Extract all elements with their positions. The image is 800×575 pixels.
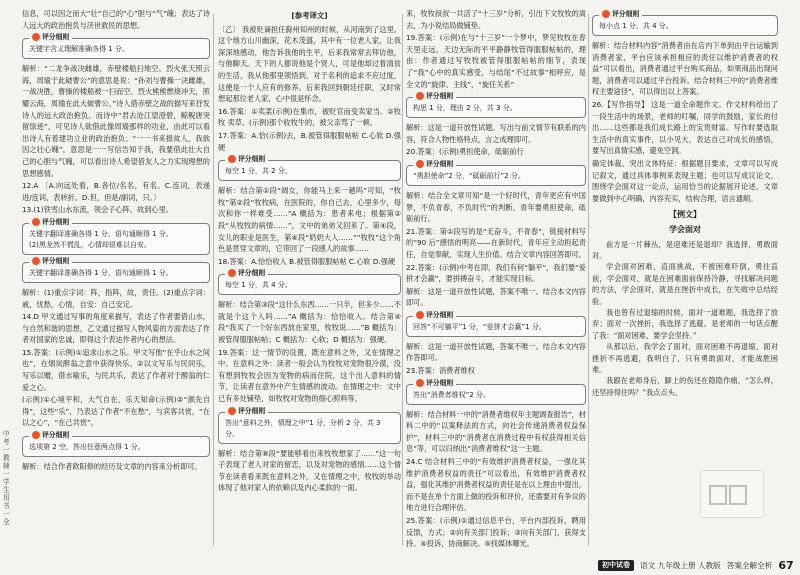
answer-paragraph: 确定体裁、突出文体特征：根据题目要求，文章可以写成记叙文，通过具体事例来表现主题；也可以写成议论文，围绕学会面对这一论点，运用恰当的论据展开论述，文章要做到中心明确，内容充实，结构合理，语言通顺。 [592, 158, 778, 203]
rubric-tag: 评分细则 [29, 32, 72, 42]
example-essay-header: 【例文】 [669, 210, 701, 220]
answer-paragraph: 信息，可以因之而大“壮”自己的“心”胆与“气”魄；表达了诗人远大的政治抱负与济世救民的思想。 [22, 9, 210, 30]
rubric-tag: 评分细则 [225, 406, 268, 416]
answer-paragraph: 15.答案：(示例)①追求山水之乐。甲文写他“在乎山水之间也”，在烟岚醉翁之意中获得快乐。②以文写乐与民同乐，写乐以赠，借水喻乐，与民共乐，表达了作者对于醉翁的仁爱之心。 [22, 347, 210, 392]
rubric-box [22, 431, 210, 457]
rubric-icon [32, 257, 40, 265]
answer-paragraph: 17.答案：A.恰(示例)去，B.被管得服服帖帖 C.心软 D.强硬 [218, 130, 401, 152]
rubric-icon [32, 218, 40, 226]
rubric-icon [228, 269, 236, 277]
rubric-icon [416, 379, 424, 387]
essay-title: 学会面对 [669, 224, 701, 234]
rubric-icon [32, 431, 40, 439]
answer-paragraph: 12.A 〔A.向远处看，B.各位/名名，有名。C.连词，表递进/连词，表转折。D.但，但是/副词，只。〕 [22, 181, 210, 202]
watermark-logo [700, 470, 764, 518]
rubric-line: 关键字翻译准确各得 1 分，语句通顺得 1 分。 [29, 268, 173, 277]
column-2 [218, 8, 401, 560]
rubric-icon [416, 311, 424, 319]
rubric-line: “勇担使命”2 分，“砥砺前行”2 分。 [413, 171, 525, 180]
answer-paragraph: 26.【写作指导】 这是一道全命题作文。作文材料给出了一段生活中的场景，老师的叮嘱，同学的鼓励，家长的付出……这些都是我们成长路上的宝贵财富。写作时要选取生活中的真实事件，以小见大，表达自己对成长的感悟，要写出真情实感，避免空洞。 [592, 99, 778, 156]
rubric-icon [416, 160, 424, 168]
answer-paragraph: 18.答案：A.恰恰收入 B.被管得服服帖帖 C.心软 D.强硬 [218, 256, 396, 266]
answer-paragraph: 解析：这是一道开放性试题，答案不唯一。结合本文内容即可。 [406, 286, 586, 308]
answer-paragraph: 解析：(1)重点字词：阵，指阵，故，责任。(2)重点字词：戚，忧愁，心情，自安：自己安定。 [22, 287, 210, 309]
essay-paragraph: 学会面对困难，直面挑战，不被困难吓倒，勇往直前，学会面对，就是在困难面前保持冷静，寻找解决问题的方法，学会面对，就是在挫折中成长，在失败中总结经验。 [592, 262, 778, 306]
col1-paras [22, 8, 210, 31]
answer-paragraph: 解析：结合第③段“这什么东西……一只半，但多少……不就是个这个人吗……”A 概括为：恰恰收入。结合第④段“我买了一个好东西放在家里，牧牧说……”B 概括为：被管得服服帖帖；C 概括为：心软；D 概括为：强硬。 [218, 300, 401, 345]
rubric-tag: 评分细则 [413, 91, 456, 101]
answer-paragraph: 25.答案：(示例)①通过信息平台，平台内部投诉，聘用反馈，方式；②向有关部门投诉；③向有关部门，获得支持。④投诉，协商解决。⑤找媒体曝光。 [406, 516, 586, 549]
essay-paragraph: 我跟在老师身后，脚上的伤还在隐隐作痛，“怎么样，还坚持得住吗？”我点点头。 [592, 376, 778, 397]
answer-paragraph: 23.答案：消费者维权 [406, 366, 475, 376]
rubric-line: 回答“不可躺平”1 分，“爱拼才会赢”1 分。 [413, 322, 546, 331]
rubric-box [406, 310, 586, 337]
rubric-line: 每空 1 分，共 2 分。 [225, 167, 292, 176]
answer-paragraph: 解析：这是一道开放性试题。写出与前文情节有联系的内容，符合人物性格特点，言之成理即可。 [406, 123, 586, 144]
footer-answer-label: 答案全解全析 [726, 560, 773, 570]
rubric-tag: 评分细则 [413, 159, 456, 169]
rubric-line: 答出“消费者维权”2 分。 [413, 390, 490, 399]
answer-paragraph: 解析：结合作者欧阳修的经历及文章的内容来分析即可。 [22, 462, 202, 472]
rubric-box [406, 378, 586, 405]
rubric-box [406, 159, 586, 186]
side-note: 中考 一 教辅 一 学生用书 一 全 [3, 430, 10, 526]
rubric-line: (2)黑龙然不慌乱，心情却很难以自安。 [29, 240, 151, 249]
rubric-tag: 评分细则 [29, 256, 72, 266]
rubric-tag: 评分细则 [413, 310, 456, 320]
answer-paragraph: 24.C 结合材料三中的“有效维护消费者权益，一强化其维护消费者权益的责任”可以看出，有效维护消费者权益，强化其维护消费者权益的责任是在以上理由中提出，而不是在单个方面上做的投诉和评价，还需要对有争议的地方进行合理评估。 [406, 457, 586, 513]
rubric-tag: 评分细则 [225, 268, 268, 278]
answer-paragraph: 解析：“二龙争战决雌雄，赤壁楼船扫地空。烈火张天照云海，周瑜于此破曹公”的意思是说：“孙刘与曹操一决雌雄，一战决胜，曹操的楼船被一扫而空。烈火熊熊燃烧冲天，照耀云海，周瑜在此大破曹公。”诗人借赤壁之战的描写来抒发诗人的远大政治抱负。而诗中“君去沧江望澄碧，鲸鲵唐突留馀迹”，可见诗人欲借此像周瑜那样的功业，由此可以看出诗人有着建功立业的政治抱负；“一一书来报故人，我欲因之壮心魄”，意思是一一写信告知于我，我要借此壮大自己的心胆与气魄，可以看出诗人希望借友人之力实现理想的思想感情。 [22, 64, 210, 178]
rubric-line: 每空 1 分，共 4 分。 [225, 281, 292, 290]
page-footer [598, 559, 794, 571]
rubric-icon [32, 33, 40, 41]
rubric-icon [602, 10, 610, 18]
answer-paragraph: 解析：结合全文章可知“是一个好时代，青年更应有中国梦，不负青春，不负时代”的判断，青年要勇担使命，砥砺前行。 [406, 190, 586, 224]
rubric-tag: 评分细则 [599, 9, 642, 19]
rubric-line: 答出“意料之外，情理之中”1 分，分析 2 分，共 3 分。 [225, 418, 381, 438]
answer-paragraph: 解析：结合第⑧段“要能够看出来牧牧想家了……”这一句子表现了老人对家的留恋，以及对宠物的感情……这个情节在读者看来既在意料之外，又在情理之中，牧牧的举动体现了他对家人的依赖以及内心柔软的一面。 [218, 448, 401, 493]
rubric-line: 关键字含义理解准确各得 1 分。 [29, 45, 129, 54]
rubric-icon [228, 155, 236, 163]
essay-paragraph: 我也曾有过退缩的时候，面对一道难题，我选择了放弃；面对一次挫折，我选择了逃避。是老师的一句话点醒了我：“面对困难，要学会坚持。” [592, 307, 778, 340]
rubric-box [22, 217, 210, 255]
page-number: 67 [778, 558, 794, 572]
rubric-icon [416, 92, 424, 100]
answer-paragraph: 16.答案：①卖菜(示例)在集市，被贬官而变卖家当。②牧牧 卖草。(示例)那个收牧牛的，被父亲骂了一顿。 [218, 106, 401, 128]
rubric-line: 关键字翻译准确各得 1 分，语句通顺得 1 分。 [29, 229, 173, 238]
rubric-box [218, 269, 401, 295]
answer-paragraph: 解析：结合材料一中的“消费者维权年主题调查报告”，材料二中的“以案释法的方式，向社会传递消费者权益保护”，材料三中的“消费者在消费过程中有权获得相关信息”等，可以归纳出“消费者维权”这一主题。 [406, 409, 586, 454]
column-divider [588, 14, 589, 546]
rubric-tag: 评分细则 [413, 378, 456, 388]
essay-paragraph: 前方是一片棘丛，是迎难还是退却？我选择，勇敢面对。 [592, 239, 778, 260]
column-3 [406, 8, 586, 560]
rubric-box [592, 10, 778, 36]
answer-paragraph: 14.D 甲文通过写事的角度来描写，表达了作者要借山水，与自然和谐的思想，乙文通过描写人物风姿的方面表达了作者对国家的忠诚，即得这个表达作者内心的想法。 [22, 312, 210, 345]
rubric-box [22, 33, 210, 59]
rubric-tag: 评分细则 [29, 217, 72, 227]
answer-paragraph: 解析：这是一道开放性试题，答案不唯一。结合本文内容作答即可。 [406, 341, 586, 363]
column-divider [213, 14, 214, 546]
answer-paragraph: 19.答案：(示例)在与“十三岁”一个梦中，梦见牧牧在春天里走远，天边无际的平平静静牧管得服服帖帖的，理由：作者通过写牧牧被管得服服帖帖的细节，表现了“我”心中的真实感受，与结尾“不过故事”相呼应，是全文的“旋律、主线”，“旋任关系” [406, 33, 586, 89]
rubric-line: 每小点 1 分，共 4 分。 [599, 22, 673, 30]
answer-paragraph: 13.(1)铁雪山水东流，领会子心阵，故到心里。 [22, 205, 173, 215]
rubric-box [22, 256, 210, 283]
answer-paragraph: 〔乙〕 我被贬谪担任滁州知州的时候，从河南到了这里。这个地方山川幽深，花木茂盛，其中有一位老人家，让我深深地感动，他告诉我他的生平，后来我常常去拜访他，与他聊天。天下的人都说他是个贤人，可是他却过着清贫的生活，我从他那里领悟到，对于名利的追求不应过度，这便是一个人应有的修养。后来我回到朝廷任职，又时常想起那位老人家，心中很是怀念。 [218, 24, 401, 104]
answer-paragraph: 解析：结合第①段“阔女，你能马上来一趟吗”可知，“牧牧”第②段“牧牧病，在医院的，你自己去，心里多少，每次和你一样难受……”A 概括为：患者来电；根据第②段“从牧牧的病情……”，文中的弟弟又回来了。第④段，女儿的职业是医生，第④段“奶奶大人……”“牧牧”这个角色是贯穿文章的，它带回了一段感人的故事…… [218, 186, 401, 254]
footer-subject: 语文 九年级上册 人教版 [640, 560, 721, 570]
answer-paragraph: 来，牧牧叔叔一共活了“十三岁”分析，引出下文牧牧的离去，为小说结局做铺垫。 [406, 9, 586, 30]
rubric-box [406, 92, 586, 118]
essay-paragraph: 从那以后，我学会了面对，面对困难不再退缩，面对挫折不再逃避，我明白了，只有勇敢面对，才能战胜困难。 [592, 342, 778, 374]
answer-paragraph: 解析：结合材料内容“消费者由在店内下单到由平台运输到消费者家，平台应该承担相应的责任以维护消费者的权益”可以看出，消费者通过平台购买商品，如果商品出现问题，消费者可以通过平台投诉。结合材料三中的“消费者维权主要途径”，可以得出以上答案。 [592, 41, 778, 97]
answer-paragraph: (示例)①心境平和，大气自在，乐天知命(示例)②“颜先自得”，这些“乐”，乃表达了作者“不在愁”，与宾客共赏，“在以之心”，“在己共赏”。 [22, 395, 210, 428]
answer-paragraph: 22.答案：(示例)中考在即，我们有何“躺平”，我们要“爱拼才会赢”，要拼搏奋斗，才能实现目标。 [406, 262, 586, 284]
answer-paragraph: 21.答案：第①段写的是“无奋斗，不青春”，链接材料写的“90 后”感悟的明亮——在新时代，青年应主动担起责任，自觉奉献，实现人生价值。结合文章内容回答即可。 [406, 226, 586, 259]
footer-logo: 初中试卷 [598, 560, 634, 571]
rubric-line: 构思 1 分，理由 2 分，共 3 分。 [413, 104, 517, 113]
rubric-tag: 评分细则 [225, 154, 268, 164]
reference-translation-title: [参考译文] [291, 11, 328, 20]
answer-paragraph: 19.答案：这一情节的设置，既在意料之外，又在情理之中。在意料之外：读者一般会认为牧牧对宠物很冷漠，没有想到牧牧会因为宠物的病而住院，这个出人意料的情节，让读者在意外中产生情感的波动。在情理之中：文中已有多处铺垫，如牧牧对宠物的细心照料等。 [218, 347, 401, 404]
rubric-line: 选项第 2 空，答出任意两点得 1 分。 [29, 443, 145, 452]
rubric-box [218, 155, 401, 181]
column-divider [402, 14, 403, 546]
column-1 [22, 8, 210, 560]
rubric-box [218, 406, 401, 444]
rubric-tag: 评分细则 [29, 430, 72, 440]
answer-paragraph: 20.答案：(示例)勇担使命，砥砺前行 [406, 147, 524, 157]
rubric-icon [228, 407, 236, 415]
